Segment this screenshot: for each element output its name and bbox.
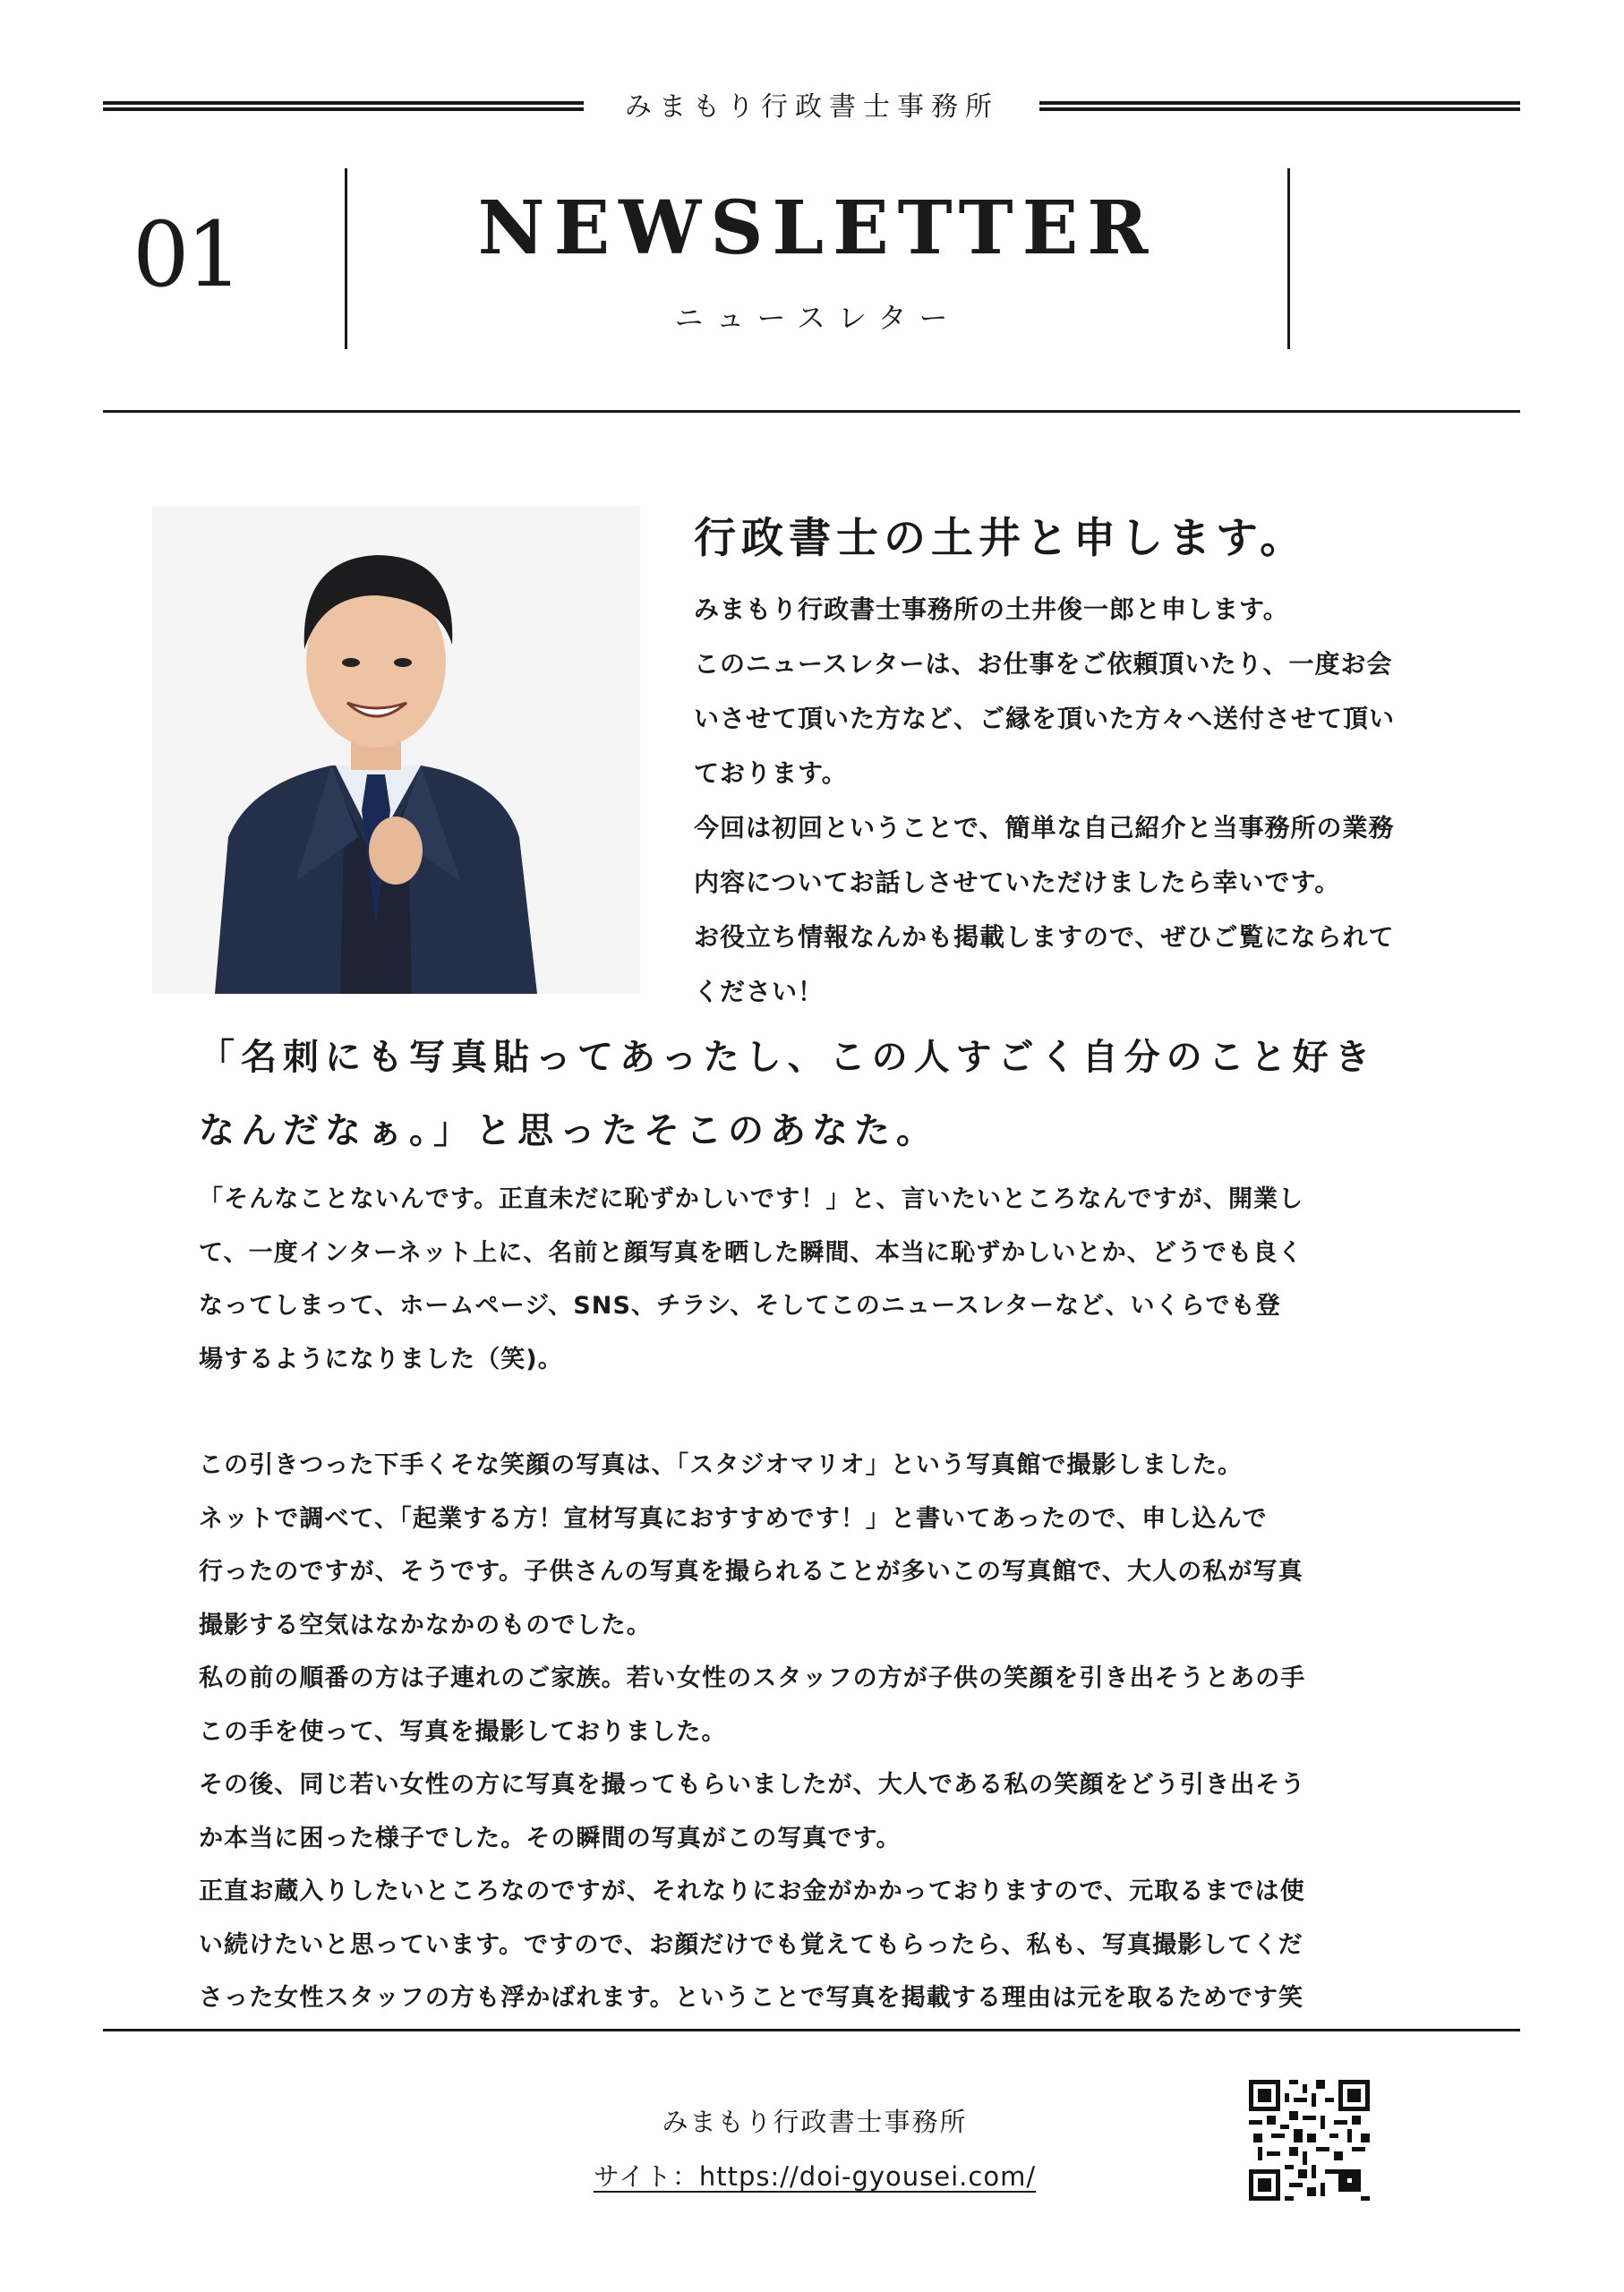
intro-line: 内容についてお話しさせていただけましたら幸いです。 [694,868,1341,897]
story-line: この引きつった下手くそな笑顔の写真は、「スタジオマリオ」という写真館で撮影しました。 [199,1451,1244,1479]
intro-line: ております。 [694,758,848,788]
office-name-header: みまもり行政書士事務所 [625,91,999,123]
story-heading [199,1021,1542,1167]
intro-body [694,582,1535,1019]
site-link[interactable]: サイト：https://doi-gyousei.com/ [593,2161,1037,2192]
newsletter-title: NEWSLETTER [477,185,1158,271]
intro-line: 今回は初回ということで、簡単な自己紹介と当事務所の業務 [694,813,1395,842]
intro-heading: 行政書士の土井と申します。 [694,514,1308,563]
intro-line: いさせて頂いた方など、ご縁を頂いた方々へ送付させて頂い [694,704,1396,733]
footer-site [501,2159,1128,2194]
footer-rule [103,2029,1520,2031]
story-heading-line: なんだなぁ。」と思ったそこのあなた。 [199,1110,938,1151]
story-line: 場するようになりました（笑)。 [199,1345,563,1373]
story-line: 私の前の順番の方は子連れのご家族。若い女性のスタッフの方が子供の笑顔を引き出そうとあの手 [199,1664,1306,1692]
header-divider-left [345,168,347,349]
story-line: か本当に困った様子でした。その瞬間の写真がこの写真です。 [199,1824,902,1852]
story-line: 正直お蔵入りしたいところなのですが、それなりにお金がかかっておりますので、元取るまでは使 [199,1877,1305,1905]
intro-line: みまもり行政書士事務所の土井俊一郎と申します。 [694,594,1289,624]
story-line: さった女性スタッフの方も浮かばれます。ということで写真を掲載する理由は元を取るためです笑 [199,1984,1304,2012]
story-line: この手を使って、写真を撮影しておりました。 [199,1717,727,1746]
story-line: その後、同じ若い女性の方に写真を撮ってもらいましたが、大人である私の笑顔をどう引き出そう [199,1771,1306,1799]
story-heading-line: 「名刺にも写真貼ってあったし、この人すごく自分のこと好き [199,1037,1377,1078]
story-line: 「そんなことないんです。正直未だに恥ずかしいです！」と、言いたいところなんですが、開業し [199,1185,1304,1213]
portrait-photo [152,506,640,994]
footer-office-name: みまもり行政書士事務所 [662,2107,968,2137]
story-line: 行ったのですが、そうです。子供さんの写真を撮られることが多いこの写真館で、大人の私が写真 [199,1558,1303,1586]
story-line: なってしまって、ホームページ、SNS、チラシ、そしてこのニュースレターなど、いくらでも登 [199,1292,1281,1320]
intro-line: このニュースレターは、お仕事をご依頼頂いたり、一度お会 [694,649,1393,679]
paragraph-gap [199,1386,1542,1439]
intro-line: お役立ち情報なんかも掲載しますので、ぜひご覧になられて [694,922,1395,952]
qr-code-icon[interactable] [1249,2080,1370,2201]
story-body [199,1173,1542,2025]
story-line: い続けたいと思っています。ですので、お顔だけでも覚えてもらったら、私も、写真撮影してくだ [199,1930,1303,1959]
issue-number: 01 [132,202,240,307]
header-bottom-rule [103,410,1520,413]
header-rule-left [103,101,584,111]
story-line: ネットで調べて、「起業する方！宣材写真におすすめです！」と書いてあったので、申し込んで [199,1504,1268,1533]
header-rule-right [1039,101,1520,111]
story-line: 撮影する空気はなかなかのものでした。 [199,1611,652,1639]
intro-line: ください！ [694,977,825,1006]
story-line: て、一度インターネット上に、名前と顔写真を晒した瞬間、本当に恥ずかしいとか、どうでも良く [199,1238,1303,1267]
newsletter-subtitle: ニュースレター [674,301,961,335]
header-divider-right [1287,168,1290,349]
